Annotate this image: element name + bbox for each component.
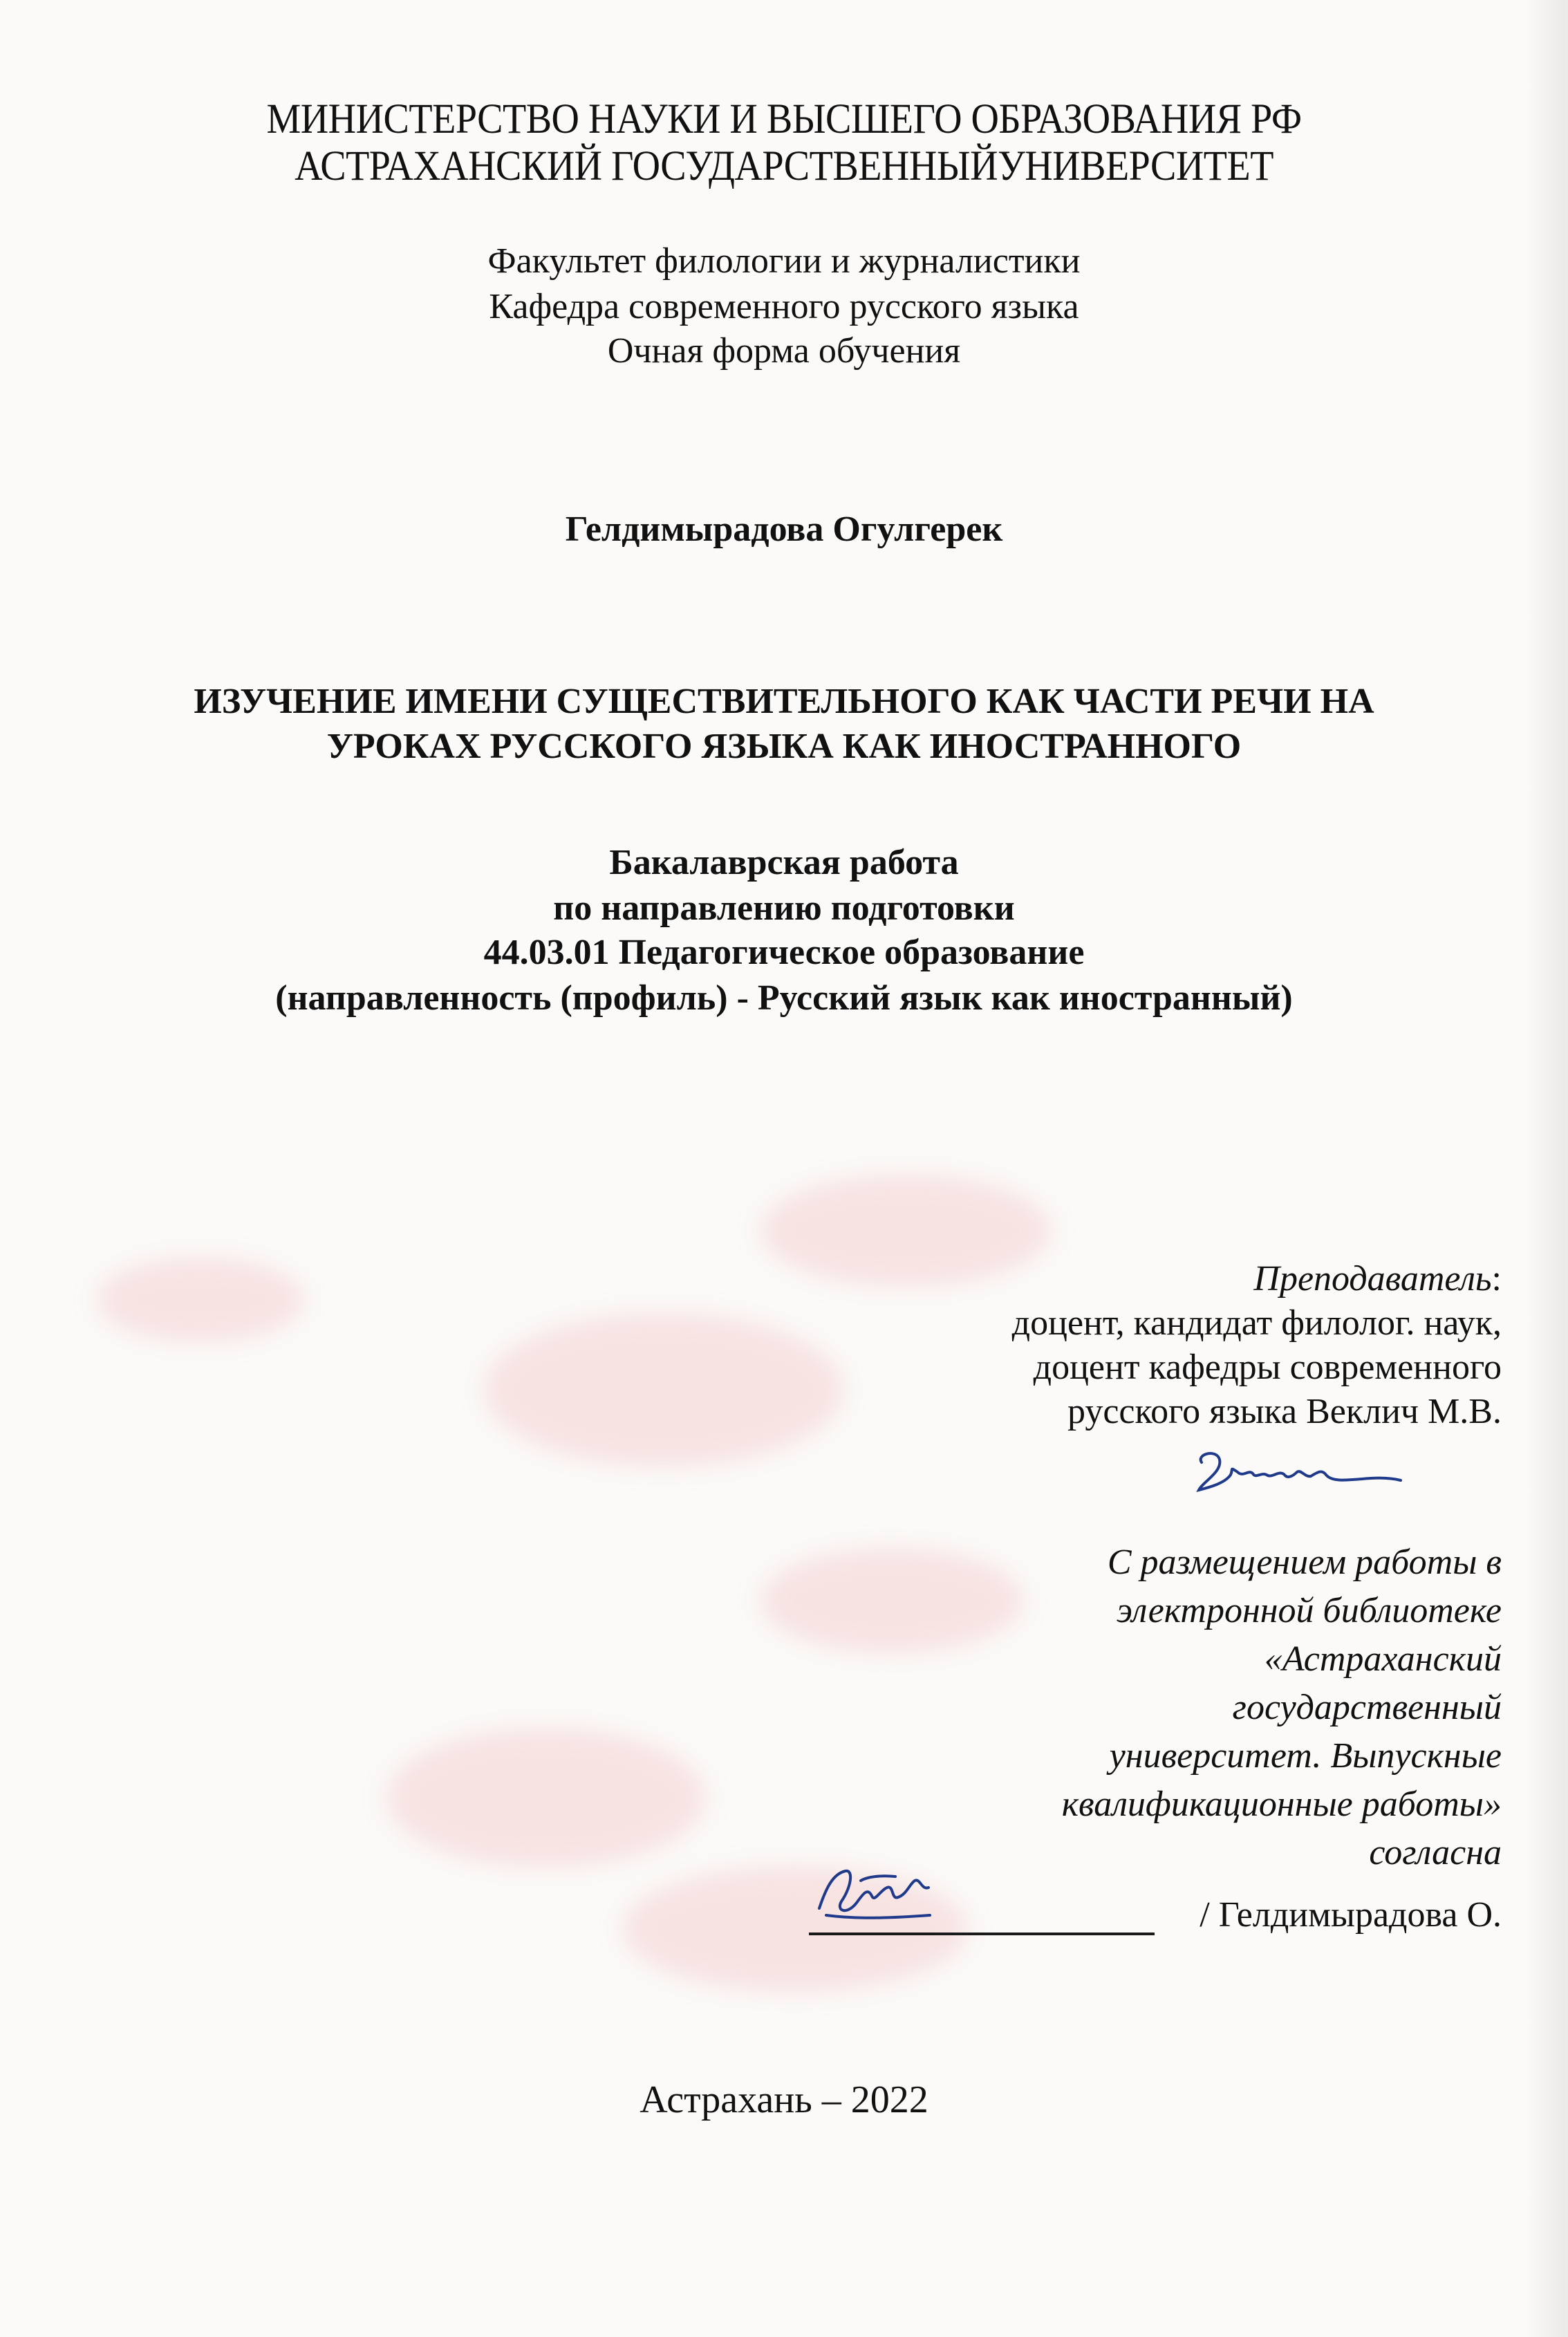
author-name: Гелдимырадова Огулгерек [565, 510, 1003, 549]
supervisor-line-1: доцент, кандидат филолог. наук, [1011, 1303, 1502, 1343]
supervisor-heading: Преподаватель: [1253, 1259, 1502, 1298]
student-signature [805, 1860, 958, 1936]
stain [484, 1314, 843, 1466]
consent-block [1062, 1538, 1502, 1877]
study-form-line: Очная форма обучения [607, 331, 961, 371]
consent-line-5: университет. Выпускные [1109, 1736, 1502, 1776]
supervisor-line-2: доцент кафедры современного [1033, 1348, 1502, 1387]
supervisor-line-3: русского языка Веклич М.В. [1067, 1392, 1502, 1431]
university-heading: АСТРАХАНСКИЙ ГОСУДАРСТВЕННЫЙУНИВЕРСИТЕТ [295, 142, 1273, 190]
ministry-heading: МИНИСТЕРСТВО НАУКИ И ВЫСШЕГО ОБРАЗОВАНИЯ РФ [266, 95, 1302, 143]
consent-line-3: «Астраханский [1264, 1639, 1502, 1679]
consent-line-2: электронной библиотеке [1117, 1591, 1502, 1630]
department-line: Кафедра современного русского языка [489, 287, 1079, 326]
consent-line-7: согласна [1369, 1833, 1502, 1872]
stain [387, 1729, 705, 1867]
thesis-title-line-2: УРОКАХ РУССКОГО ЯЗЫКА КАК ИНОСТРАННОГО [326, 727, 1242, 766]
stain [760, 1549, 1023, 1652]
consent-line-4: государственный [1232, 1688, 1502, 1727]
work-type: Бакалаврская работа [609, 843, 959, 882]
signature-line [809, 1933, 1155, 1935]
stain [97, 1258, 304, 1341]
city-year: Астрахань – 2022 [640, 2078, 928, 2121]
profile-line: (направленность (профиль) - Русский язык как иностранный) [275, 978, 1293, 1018]
consent-line-6: квалификационные работы» [1061, 1785, 1502, 1824]
stain [760, 1175, 1051, 1286]
supervisor-block [1012, 1257, 1502, 1434]
supervisor-signature [1189, 1442, 1410, 1504]
direction-label: по направлению подготовки [553, 888, 1015, 928]
consent-line-1: С размещением работы в [1107, 1543, 1502, 1582]
thesis-title-line-1: ИЗУЧЕНИЕ ИМЕНИ СУЩЕСТВИТЕЛЬНОГО КАК ЧАСТИ РЕЧИ НА [194, 682, 1374, 721]
direction-code: 44.03.01 Педагогическое образование [483, 933, 1085, 972]
faculty-line: Факультет филологии и журналистики [487, 241, 1081, 281]
consent-signer: / Гелдимырадова О. [1200, 1895, 1502, 1935]
